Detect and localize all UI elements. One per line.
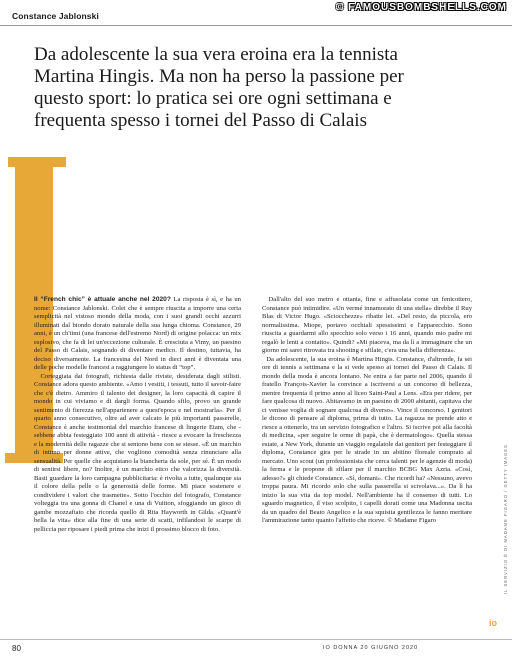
watermark: © FAMOUSBOMBSHELLS.COM <box>335 2 507 13</box>
paragraph <box>262 296 472 356</box>
top-divider <box>0 25 512 26</box>
io-logo: io <box>489 618 497 628</box>
paragraph <box>34 373 241 535</box>
article-column-1 <box>34 296 241 534</box>
publication-footer: IO DONNA 20 GIUGNO 2020 <box>323 645 419 651</box>
page-number: 80 <box>12 644 21 653</box>
paragraph <box>34 296 241 373</box>
paragraph <box>262 356 472 526</box>
paragraph-text: Da adolescente, la sua eroina è Martina Hingis. Constance, d'altronde, fa sei ore di tennis a settimana e la si vede spesso ai tornei del Passo di Calais. Il mondo della moda è ancora lontano. Ne entra a far parte nel 2006, quando il fratello François-Xavier la convince a iscriversi a un concorso di bellezza, mentre frequenta il primo anno al liceo Saint-Paul a Lens. «Era per ridere, per fare qualcosa di nuovo. Abitavamo in un paesino di 2000 abitanti, capitava che ci venisse voglia di sognare qualcosa di diverso». Vince il concorso. I genitori le dicono di pensare al diploma, prima di tutto. La ragazza ne prende atto e riesce a ottenerlo, tra un servizio fotografico e l'altro. Si iscrive poi alla facoltà di medicina, «per seguire le orme di papà, che è dermatologo». Quella stessa estate, a New York, durante un viaggio regalatole dai genitori per festeggiare il diploma, Constance gira per le strade in un abitino floreale comprato al mercato. Uno scout (un professionista che cerca talenti per le agenzie di moda) la ferma e le propone di sfilare per il marchio BCBG Max Azria. «Così, adesso?» gli chiede Constance. «Sì, domani». Che ricordi ha? «Nessuno, avevo troppa paura. Mi ricordo solo che sulla passerella si scivolava...». Da lì ha inizio la sua vita da top model. Nell'ambiente ha il consenso di tutti. Lo sguardo magnetico, il viso scolpito, i capelli dorati come una Madonna uscita da un quadro del Beato Angelico e la sua squisita gentilezza le fanno meritare l'ammirazione tanto quanto l'affetto che riceve. © Madame Figaro <box>262 355 472 524</box>
author-name: Constance Jablonski <box>12 11 99 21</box>
photo-credit: IL SERVIZIO È DI MADAME FIGARO / GETTY IMAGES <box>503 444 508 594</box>
paragraph-bold-lead: Il “French chic” è attuale anche nel 2020? <box>34 296 171 303</box>
lead-paragraph: Da adolescente la sua vera eroina era la tennista Martina Hingis. Ma non ha perso la passione per questo sport: lo pratica sei ore ogni settimana e frequenta spesso i tornei del Passo di Calais <box>34 44 404 131</box>
paragraph-text: Dall'alto del suo metro e ottanta, fine e affusolata come un fenicottero, Constance può intimidire. «Un vermé innamorato di una stella» direbbe il Ruy Blas di Victor Hugo. «Sciocchezze» ribatte lei. «Del resto, da piccola, ero normalissima. Miope, portavo occhiali spessissimi e l'apparecchio. Sono riuscita a guardarmi allo specchio solo verso i 16 anni, quando mio padre mi regalò le lenti a contatto». Quindi? «Mi piaceva, ma da lì a immaginare che un giorno mi sarei ritrovata tra shooting e sfilate, c'era una bella differenza». <box>262 296 472 354</box>
article-column-2 <box>262 296 472 526</box>
bottom-divider <box>0 639 512 640</box>
paragraph-text: La risposta è sì, e ha un nome: Constance Jablonski. Colei che è sempre riuscita a imporre una certa semplicità nel vistoso mondo della moda, con i suoi grandi occhi azzurri illuminati dal biondo dorato naturale della sua lunga chioma. Constance, 29 anni, è un ch'timi (una francese dell'estremo Nord) di origine polacca: un mix esplosivo, che fa di lei un'eccezione culturale. È cresciuta a Vimy, un paesino del Passo di Calais, sognando di diventare medico. Il destino, tuttavia, ha deciso diversamente. La francesina del Nord in dieci anni è diventata una delle poche modelle francesi a raggiungere lo status di “top”. <box>34 296 241 371</box>
paragraph-text: Corteggiata dai fotografi, richiesta dalle riviste, desiderata dagli stilisti. Constance adora questo ambiente. «Amo i vestiti, i tessuti, tutto il savoir-faire che c'è dietro. Ammiro il talento dei designer, la loro capacità di capire il mondo in cui viviamo e di dargli forma. Quando sfilo, provo un grande sentimento di fierezza nell'appartenere a quest'epoca e nel mostrarla». Per il quarto anno consecutivo, oltre ad aver calcato le più importanti passerelle, Constance è anche testimonial del marchio francese di lingerie Etam, che - sebbene abbia festeggiato 100 anni di attività - riesce a evocare la freschezza e la modernità delle ragazze che si sentono bene con se stesse. «È un marchio di intimo per donne attive, che vogliono comodità senza rinunciare alla sensualità. Per quelle che acquistano la biancheria da sole, per sé. È un modo di sentirsi libere, no? Inoltre, è un marchio etico che valorizza la diversità. Basti guardare la loro campagna pubblicitaria: è rivolta a tutte, qualunque sia il colore della pelle o la generosità delle forme. Mi piace sostenere e condividere i valori che trasmette». Sotto l'occhio del fotografo, Constance volteggia tra una gonna di Chanel e una di Vuitton, sfoggiando un gioco di gambe mozzafiato che ricorda quello di Rita Hayworth in Gilda. «Quant'è bella la vita» dice alla fine di una serie di scatti, infilandosi le scarpe di pelliccia per riposare i piedi prima che inizi il prossimo blocco di foto. <box>34 372 241 533</box>
